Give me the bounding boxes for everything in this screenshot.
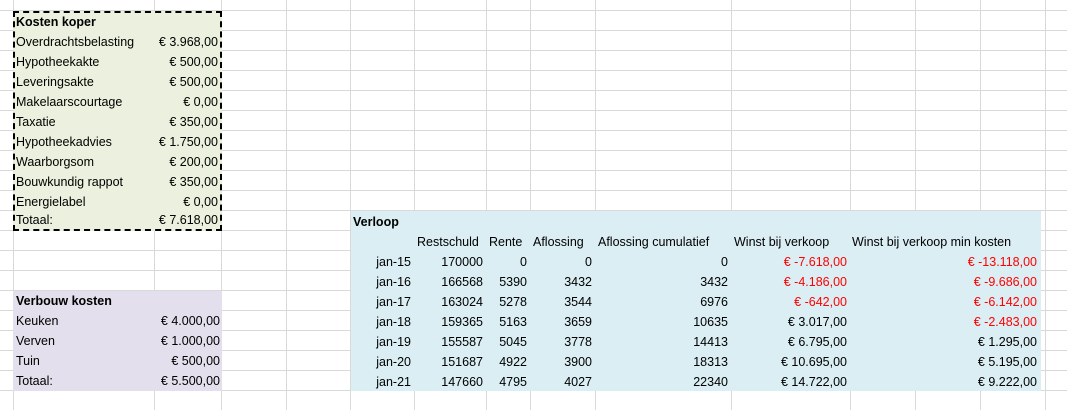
verbouw-value[interactable]: € 500,00 bbox=[171, 354, 220, 368]
kosten-label[interactable]: Energielabel bbox=[16, 195, 86, 209]
kosten-label[interactable]: Bouwkundig rappot bbox=[16, 175, 124, 189]
cumulatief-cell[interactable]: 3432 bbox=[700, 275, 728, 289]
date-cell[interactable]: jan-15 bbox=[376, 255, 411, 269]
winst-min-cell[interactable]: € 5.195,00 bbox=[977, 355, 1037, 369]
winst-cell[interactable]: € 6.795,00 bbox=[787, 335, 847, 349]
aflossing-cell[interactable]: 4027 bbox=[564, 375, 592, 389]
verloop-title[interactable]: Verloop bbox=[353, 215, 399, 229]
verbouw-total-value[interactable]: € 5.500,00 bbox=[160, 374, 220, 388]
winst-cell[interactable]: € -7.618,00 bbox=[783, 255, 847, 269]
aflossing-cell[interactable]: 0 bbox=[585, 255, 592, 269]
restschuld-cell[interactable]: 155587 bbox=[441, 335, 483, 349]
kosten-label[interactable]: Hypotheekadvies bbox=[16, 135, 112, 149]
rente-cell[interactable]: 4795 bbox=[499, 375, 527, 389]
winst-min-cell[interactable]: € -6.142,00 bbox=[973, 295, 1037, 309]
verbouw-label[interactable]: Keuken bbox=[16, 314, 59, 328]
kosten-value[interactable]: € 200,00 bbox=[169, 155, 218, 169]
restschuld-cell[interactable]: 159365 bbox=[441, 315, 483, 329]
aflossing-cell[interactable]: 3778 bbox=[564, 335, 592, 349]
header-aflossing[interactable]: Aflossing bbox=[533, 235, 584, 249]
kosten-value[interactable]: € 350,00 bbox=[169, 175, 218, 189]
aflossing-cell[interactable]: 3659 bbox=[564, 315, 592, 329]
aflossing-cell[interactable]: 3900 bbox=[564, 355, 592, 369]
header-aflossing-cumulatief[interactable]: Aflossing cumulatief bbox=[598, 235, 710, 249]
rente-cell[interactable]: 5278 bbox=[499, 295, 527, 309]
verbouw-total-label[interactable]: Totaal: bbox=[16, 374, 53, 388]
kosten-value[interactable]: € 1.750,00 bbox=[158, 135, 218, 149]
verbouw-kosten-title[interactable]: Verbouw kosten bbox=[16, 294, 112, 308]
winst-cell[interactable]: € -4.186,00 bbox=[783, 275, 847, 289]
kosten-label[interactable]: Taxatie bbox=[16, 115, 56, 129]
verbouw-label[interactable]: Tuin bbox=[16, 354, 40, 368]
header-restschuld[interactable]: Restschuld bbox=[417, 235, 479, 249]
date-cell[interactable]: jan-17 bbox=[376, 295, 411, 309]
kosten-value[interactable]: € 0,00 bbox=[183, 195, 218, 209]
winst-min-cell[interactable]: € -9.686,00 bbox=[973, 275, 1037, 289]
date-cell[interactable]: jan-16 bbox=[376, 275, 411, 289]
restschuld-cell[interactable]: 163024 bbox=[441, 295, 483, 309]
winst-cell[interactable]: € -642,00 bbox=[794, 295, 847, 309]
cumulatief-cell[interactable]: 10635 bbox=[693, 315, 728, 329]
rente-cell[interactable]: 5390 bbox=[499, 275, 527, 289]
restschuld-cell[interactable]: 151687 bbox=[441, 355, 483, 369]
rente-cell[interactable]: 5163 bbox=[499, 315, 527, 329]
winst-cell[interactable]: € 14.722,00 bbox=[780, 375, 847, 389]
cumulatief-cell[interactable]: 6976 bbox=[700, 295, 728, 309]
header-winst-min-kosten[interactable]: Winst bij verkoop min kosten bbox=[852, 235, 1012, 249]
rente-cell[interactable]: 5045 bbox=[499, 335, 527, 349]
kosten-total-label[interactable]: Totaal: bbox=[16, 213, 53, 227]
date-cell[interactable]: jan-19 bbox=[376, 335, 411, 349]
kosten-total-value[interactable]: € 7.618,00 bbox=[158, 213, 218, 227]
kosten-label[interactable]: Makelaarscourtage bbox=[16, 95, 123, 109]
winst-cell[interactable]: € 3.017,00 bbox=[787, 315, 847, 329]
rente-cell[interactable]: 4922 bbox=[499, 355, 527, 369]
winst-min-cell[interactable]: € -13.118,00 bbox=[967, 255, 1037, 269]
date-cell[interactable]: jan-21 bbox=[376, 375, 411, 389]
header-winst-bij-verkoop[interactable]: Winst bij verkoop bbox=[734, 235, 830, 249]
header-rente[interactable]: Rente bbox=[489, 235, 523, 249]
kosten-value[interactable]: € 500,00 bbox=[169, 75, 218, 89]
aflossing-cell[interactable]: 3432 bbox=[564, 275, 592, 289]
kosten-value[interactable]: € 3.968,00 bbox=[158, 35, 218, 49]
kosten-label[interactable]: Leveringsakte bbox=[16, 75, 94, 89]
kosten-value[interactable]: € 350,00 bbox=[169, 115, 218, 129]
winst-min-cell[interactable]: € 9.222,00 bbox=[977, 375, 1037, 389]
date-cell[interactable]: jan-20 bbox=[376, 355, 411, 369]
cumulatief-cell[interactable]: 14413 bbox=[693, 335, 728, 349]
restschuld-cell[interactable]: 170000 bbox=[441, 255, 483, 269]
verbouw-value[interactable]: € 1.000,00 bbox=[160, 334, 220, 348]
rente-cell[interactable]: 0 bbox=[520, 255, 527, 269]
cumulatief-cell[interactable]: 22340 bbox=[693, 375, 728, 389]
date-cell[interactable]: jan-18 bbox=[376, 315, 411, 329]
winst-min-cell[interactable]: € 1.295,00 bbox=[977, 335, 1037, 349]
kosten-label[interactable]: Waarborgsom bbox=[16, 155, 95, 169]
restschuld-cell[interactable]: 166568 bbox=[441, 275, 483, 289]
verbouw-label[interactable]: Verven bbox=[16, 334, 55, 348]
kosten-value[interactable]: € 0,00 bbox=[183, 95, 218, 109]
cumulatief-cell[interactable]: 18313 bbox=[693, 355, 728, 369]
winst-cell[interactable]: € 10.695,00 bbox=[780, 355, 847, 369]
winst-min-cell[interactable]: € -2.483,00 bbox=[973, 315, 1037, 329]
aflossing-cell[interactable]: 3544 bbox=[564, 295, 592, 309]
restschuld-cell[interactable]: 147660 bbox=[441, 375, 483, 389]
kosten-label[interactable]: Hypotheekakte bbox=[16, 55, 100, 69]
kosten-value[interactable]: € 500,00 bbox=[169, 55, 218, 69]
kosten-label[interactable]: Overdrachtsbelasting bbox=[16, 35, 135, 49]
kosten-koper-title[interactable]: Kosten koper bbox=[16, 15, 96, 29]
verbouw-value[interactable]: € 4.000,00 bbox=[160, 314, 220, 328]
cumulatief-cell[interactable]: 0 bbox=[721, 255, 728, 269]
